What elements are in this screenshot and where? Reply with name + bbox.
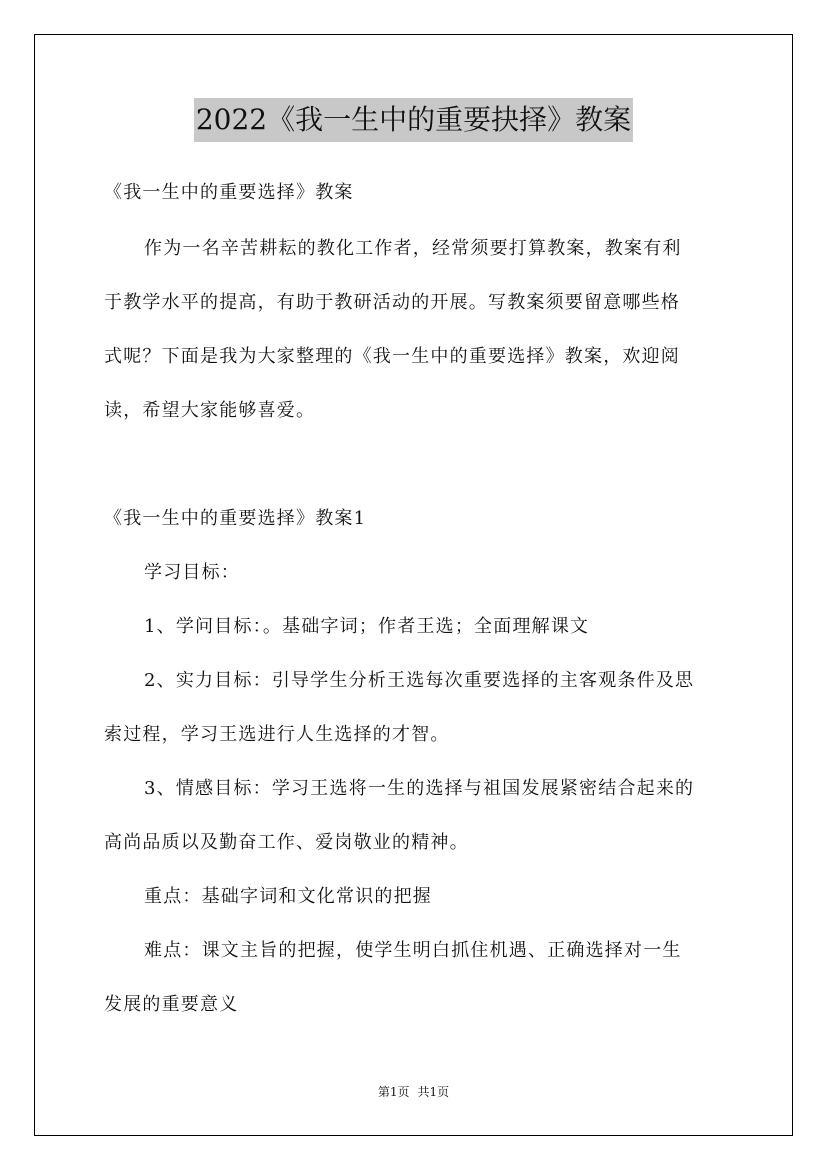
section-heading: 《我一生中的重要选择》教案 (104, 182, 354, 203)
paragraph-line: 1、学问目标：。基础字词；作者王选；全面理解课文 (144, 616, 590, 637)
document-title: 2022《我一生中的重要抉择》教案 (194, 98, 633, 142)
paragraph-line: 读，希望大家能够喜爱。 (104, 400, 316, 421)
paragraph-line: 索过程，学习王选进行人生选择的才智。 (104, 724, 450, 745)
paragraph-line: 难点：课文主旨的把握，使学生明白抓住机遇、正确选择对一生 (144, 940, 682, 961)
paragraph-line: 式呢？下面是我为大家整理的《我一生中的重要选择》教案，欢迎阅 (104, 346, 680, 367)
paragraph-line: 高尚品质以及勤奋工作、爱岗敬业的精神。 (104, 832, 469, 853)
paragraph-line: 学习目标： (144, 562, 240, 583)
paragraph-line: 作为一名辛苦耕耘的教化工作者，经常须要打算教案，教案有利 (144, 238, 682, 259)
paragraph-line: 发展的重要意义 (104, 994, 239, 1015)
paragraph-line: 3、情感目标：学习王选将一生的选择与祖国发展紧密结合起来的 (144, 778, 695, 799)
page-total: 共1页 (417, 1085, 450, 1099)
paragraph-line: 重点：基础字词和文化常识的把握 (144, 886, 432, 907)
page-footer (0, 1084, 827, 1100)
section-heading: 《我一生中的重要选择》教案1 (104, 508, 367, 529)
paragraph-line: 2、实力目标：引导学生分析王选每次重要选择的主客观条件及思 (144, 670, 695, 691)
page-number: 第1页 (377, 1085, 410, 1099)
title-container (0, 98, 827, 142)
paragraph-line: 于教学水平的提高，有助于教研活动的开展。写教案须要留意哪些格 (104, 292, 680, 313)
